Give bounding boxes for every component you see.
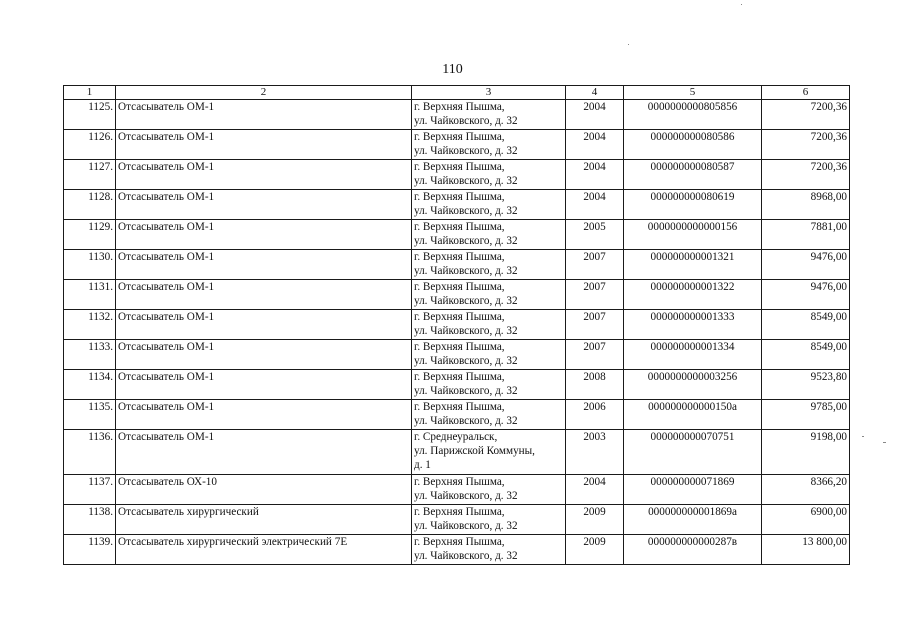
cost-cell: 7200,36	[762, 100, 850, 130]
address-line: ул. Чайковского, д. 32	[414, 235, 518, 247]
table-row	[64, 310, 850, 340]
address-line: г. Верхняя Пышма,	[414, 101, 505, 113]
address-cell	[412, 100, 566, 130]
address-line: ул. Чайковского, д. 32	[414, 175, 518, 187]
column-header-5: 5	[624, 86, 762, 100]
address-cell	[412, 220, 566, 250]
address-line: г. Верхняя Пышма,	[414, 476, 505, 488]
table-row	[64, 250, 850, 280]
inventory-number-cell: 000000000001869а	[624, 505, 762, 535]
row-number-cell: 1129.	[64, 220, 116, 250]
year-cell: 2007	[566, 280, 624, 310]
column-header-4: 4	[566, 86, 624, 100]
inventory-number-cell: 000000000080586	[624, 130, 762, 160]
scan-speck	[862, 436, 864, 437]
address-cell	[412, 280, 566, 310]
inventory-number-cell: 000000000080587	[624, 160, 762, 190]
inventory-number-cell: 000000000001321	[624, 250, 762, 280]
address-line: ул. Чайковского, д. 32	[414, 265, 518, 277]
year-cell: 2007	[566, 340, 624, 370]
table-row	[64, 280, 850, 310]
item-name-cell: Отсасыватель ОМ-1	[116, 310, 412, 340]
address-cell	[412, 475, 566, 505]
item-name-cell: Отсасыватель ОМ-1	[116, 250, 412, 280]
item-name-cell: Отсасыватель ОМ-1	[116, 430, 412, 475]
item-name-cell: Отсасыватель ОМ-1	[116, 100, 412, 130]
inventory-number-cell: 000000000001333	[624, 310, 762, 340]
table-row	[64, 430, 850, 475]
address-line: ул. Чайковского, д. 32	[414, 325, 518, 337]
cost-cell: 7200,36	[762, 160, 850, 190]
cost-cell: 7200,36	[762, 130, 850, 160]
scan-speck	[741, 4, 742, 5]
address-cell	[412, 250, 566, 280]
address-cell	[412, 400, 566, 430]
column-header-6: 6	[762, 86, 850, 100]
address-line: ул. Чайковского, д. 32	[414, 115, 518, 127]
year-cell: 2004	[566, 100, 624, 130]
cost-cell: 8968,00	[762, 190, 850, 220]
cost-cell: 8366,20	[762, 475, 850, 505]
address-line: г. Среднеуральск,	[414, 431, 498, 443]
item-name-cell: Отсасыватель ОМ-1	[116, 340, 412, 370]
address-line: ул. Чайковского, д. 32	[414, 205, 518, 217]
inventory-number-cell: 000000000000287в	[624, 535, 762, 565]
table-body	[64, 100, 850, 565]
item-name-cell: Отсасыватель ОМ-1	[116, 130, 412, 160]
item-name-cell: Отсасыватель ОМ-1	[116, 370, 412, 400]
address-line: ул. Чайковского, д. 32	[414, 520, 518, 532]
inventory-number-cell: 0000000000805856	[624, 100, 762, 130]
year-cell: 2005	[566, 220, 624, 250]
address-cell	[412, 190, 566, 220]
inventory-number-cell: 000000000071869	[624, 475, 762, 505]
address-line: г. Верхняя Пышма,	[414, 131, 505, 143]
inventory-number-cell: 000000000080619	[624, 190, 762, 220]
table-row	[64, 475, 850, 505]
cost-cell: 8549,00	[762, 310, 850, 340]
year-cell: 2009	[566, 505, 624, 535]
cost-cell: 9476,00	[762, 250, 850, 280]
table-row	[64, 220, 850, 250]
address-cell	[412, 310, 566, 340]
cost-cell: 6900,00	[762, 505, 850, 535]
year-cell: 2004	[566, 190, 624, 220]
address-line: г. Верхняя Пышма,	[414, 341, 505, 353]
year-cell: 2006	[566, 400, 624, 430]
cost-cell: 9476,00	[762, 280, 850, 310]
cost-cell: 7881,00	[762, 220, 850, 250]
column-header-3: 3	[412, 86, 566, 100]
inventory-number-cell: 000000000070751	[624, 430, 762, 475]
item-name-cell: Отсасыватель ОМ-1	[116, 400, 412, 430]
year-cell: 2004	[566, 475, 624, 505]
row-number-cell: 1137.	[64, 475, 116, 505]
inventory-number-cell: 0000000000000156	[624, 220, 762, 250]
column-header-1: 1	[64, 86, 116, 100]
address-line: ул. Чайковского, д. 32	[414, 385, 518, 397]
scan-speck	[883, 442, 886, 443]
address-line: г. Верхняя Пышма,	[414, 401, 505, 413]
item-name-cell: Отсасыватель ОМ-1	[116, 280, 412, 310]
inventory-number-cell: 000000000000150а	[624, 400, 762, 430]
table-row	[64, 340, 850, 370]
row-number-cell: 1138.	[64, 505, 116, 535]
inventory-table	[63, 85, 850, 565]
table-row	[64, 535, 850, 565]
page-number: 110	[442, 62, 463, 77]
inventory-number-cell: 000000000001322	[624, 280, 762, 310]
address-line: д. 1	[414, 459, 431, 471]
address-cell	[412, 505, 566, 535]
year-cell: 2004	[566, 130, 624, 160]
address-line: ул. Чайковского, д. 32	[414, 295, 518, 307]
table-row	[64, 160, 850, 190]
address-cell	[412, 430, 566, 475]
address-cell	[412, 160, 566, 190]
cost-cell: 9523,80	[762, 370, 850, 400]
year-cell: 2008	[566, 370, 624, 400]
address-line: ул. Чайковского, д. 32	[414, 550, 518, 562]
scan-speck	[628, 44, 629, 45]
cost-cell: 9785,00	[762, 400, 850, 430]
column-header-2: 2	[116, 86, 412, 100]
cost-cell: 9198,00	[762, 430, 850, 475]
row-number-cell: 1133.	[64, 340, 116, 370]
inventory-number-cell: 000000000001334	[624, 340, 762, 370]
item-name-cell: Отсасыватель хирургический	[116, 505, 412, 535]
row-number-cell: 1125.	[64, 100, 116, 130]
address-cell	[412, 340, 566, 370]
address-line: г. Верхняя Пышма,	[414, 506, 505, 518]
row-number-cell: 1136.	[64, 430, 116, 475]
table-row	[64, 505, 850, 535]
table-row	[64, 130, 850, 160]
row-number-cell: 1139.	[64, 535, 116, 565]
address-line: г. Верхняя Пышма,	[414, 311, 505, 323]
cost-cell: 8549,00	[762, 340, 850, 370]
item-name-cell: Отсасыватель хирургический электрический 7Е	[116, 535, 412, 565]
address-line: г. Верхняя Пышма,	[414, 371, 505, 383]
row-number-cell: 1130.	[64, 250, 116, 280]
address-line: ул. Парижской Коммуны,	[414, 445, 535, 457]
address-line: г. Верхняя Пышма,	[414, 191, 505, 203]
row-number-cell: 1135.	[64, 400, 116, 430]
address-line: ул. Чайковского, д. 32	[414, 415, 518, 427]
address-line: г. Верхняя Пышма,	[414, 281, 505, 293]
table-header	[64, 86, 850, 100]
year-cell: 2007	[566, 310, 624, 340]
address-line: г. Верхняя Пышма,	[414, 161, 505, 173]
row-number-cell: 1131.	[64, 280, 116, 310]
item-name-cell: Отсасыватель ОХ-10	[116, 475, 412, 505]
table-row	[64, 190, 850, 220]
year-cell: 2009	[566, 535, 624, 565]
row-number-cell: 1127.	[64, 160, 116, 190]
table-row	[64, 400, 850, 430]
row-number-cell: 1126.	[64, 130, 116, 160]
table-row	[64, 100, 850, 130]
address-line: г. Верхняя Пышма,	[414, 251, 505, 263]
row-number-cell: 1128.	[64, 190, 116, 220]
cost-cell: 13 800,00	[762, 535, 850, 565]
year-cell: 2003	[566, 430, 624, 475]
item-name-cell: Отсасыватель ОМ-1	[116, 190, 412, 220]
address-cell	[412, 535, 566, 565]
address-line: г. Верхняя Пышма,	[414, 221, 505, 233]
address-cell	[412, 370, 566, 400]
row-number-cell: 1132.	[64, 310, 116, 340]
address-line: ул. Чайковского, д. 32	[414, 490, 518, 502]
item-name-cell: Отсасыватель ОМ-1	[116, 160, 412, 190]
address-line: ул. Чайковского, д. 32	[414, 355, 518, 367]
year-cell: 2004	[566, 160, 624, 190]
item-name-cell: Отсасыватель ОМ-1	[116, 220, 412, 250]
inventory-number-cell: 0000000000003256	[624, 370, 762, 400]
address-line: ул. Чайковского, д. 32	[414, 145, 518, 157]
address-line: г. Верхняя Пышма,	[414, 536, 505, 548]
header-row	[64, 86, 850, 100]
year-cell: 2007	[566, 250, 624, 280]
row-number-cell: 1134.	[64, 370, 116, 400]
address-cell	[412, 130, 566, 160]
table-row	[64, 370, 850, 400]
